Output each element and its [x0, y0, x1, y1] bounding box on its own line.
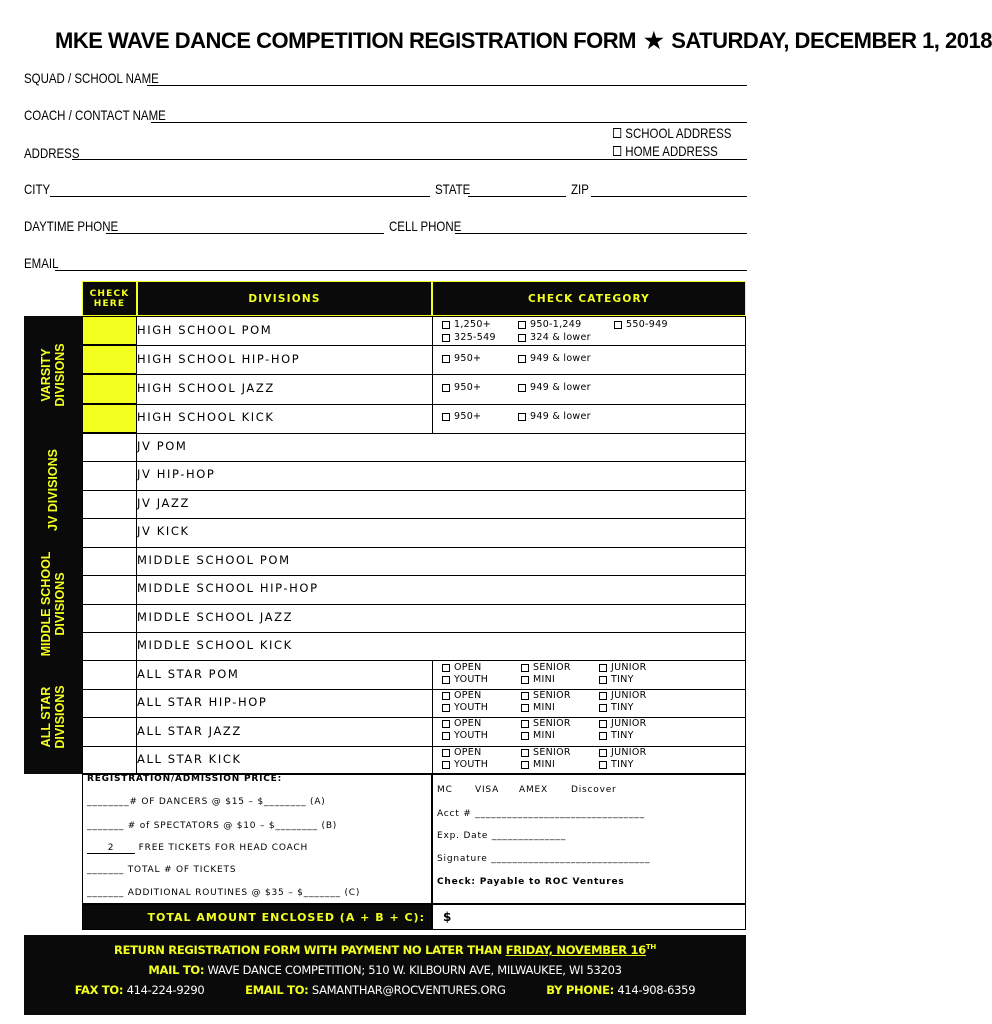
division-as-kick: ALL STAR KICK [137, 752, 242, 766]
free-tickets-label: FREE TICKETS FOR HEAD COACH [138, 843, 309, 853]
exp-date-line[interactable]: Exp. Date ______________ [437, 831, 567, 841]
mail-to-line [24, 963, 746, 977]
division-as-hiphop: ALL STAR HIP-HOP [137, 695, 268, 709]
cat-as-hiphop-mini[interactable]: MINI [521, 702, 555, 713]
division-jv-jazz: JV JAZZ [137, 496, 190, 510]
cat-pom-1250[interactable]: 1,250+ [442, 319, 491, 330]
varsity-group-label [24, 316, 82, 433]
coach-label: COACH / CONTACT NAME [24, 107, 166, 123]
division-hs-jazz: HIGH SCHOOL JAZZ [137, 381, 275, 395]
email-address[interactable]: SAMANTHAR@ROCVENTURES.ORG [311, 983, 506, 997]
cat-as-jazz-junior[interactable]: JUNIOR [599, 718, 647, 729]
card-discover[interactable]: Discover [571, 785, 617, 795]
fax-number: 414-224-9290 [126, 983, 205, 997]
squad-label: SQUAD / SCHOOL NAME [24, 70, 159, 86]
check-here-line1: CHECK [89, 288, 130, 299]
acct-line[interactable]: Acct # ________________________________ [437, 809, 645, 819]
cat-as-kick-junior[interactable]: JUNIOR [599, 747, 647, 758]
cell-phone-field[interactable] [455, 233, 747, 234]
cat-as-pom-youth[interactable]: YOUTH [442, 674, 488, 685]
mail-label: MAIL TO: [148, 963, 205, 977]
cat-pom-324-lower[interactable]: 324 & lower [518, 332, 591, 343]
division-ms-hiphop: MIDDLE SCHOOL HIP-HOP [137, 581, 319, 595]
deadline-text: RETURN REGISTRATION FORM WITH PAYMENT NO LATER THAN [114, 943, 506, 957]
jv-line1: JV DIVISIONS [46, 449, 60, 531]
cat-jazz-950plus[interactable]: 950+ [442, 382, 481, 393]
free-tickets-line [87, 843, 308, 854]
city-label: CITY [24, 181, 51, 197]
school-address-checkbox[interactable] [613, 128, 621, 138]
division-ms-jazz: MIDDLE SCHOOL JAZZ [137, 610, 294, 624]
phone-label: BY PHONE: [546, 983, 614, 997]
check-cell-hs-kick[interactable] [82, 404, 137, 433]
category-header-label: CHECK CATEGORY [528, 292, 650, 305]
additional-routines-line[interactable]: _______ ADDITIONAL ROUTINES @ $35 – $_______ (C) [87, 888, 361, 898]
cat-as-pom-mini[interactable]: MINI [521, 674, 555, 685]
title-date: SATURDAY, DECEMBER 1, 2018 [671, 28, 992, 53]
allstar-group-label [24, 660, 82, 774]
address-label: ADDRESS [24, 145, 80, 161]
check-payable: Check: Payable to ROC Ventures [437, 877, 625, 887]
free-tickets-count: 2 [87, 843, 135, 854]
division-ms-pom: MIDDLE SCHOOL POM [137, 553, 291, 567]
cat-as-pom-senior[interactable]: SENIOR [521, 662, 571, 673]
cat-as-hiphop-youth[interactable]: YOUTH [442, 702, 488, 713]
check-cell-hs-hiphop[interactable] [82, 345, 137, 374]
signature-line[interactable]: Signature ______________________________ [437, 854, 651, 864]
squad-field[interactable] [147, 85, 747, 86]
cat-as-jazz-senior[interactable]: SENIOR [521, 718, 571, 729]
middle-line1: MIDDLE SCHOOL [39, 551, 53, 656]
cat-hiphop-949-lower[interactable]: 949 & lower [518, 353, 591, 364]
check-cell-hs-jazz[interactable] [82, 374, 137, 404]
cat-jazz-949-lower[interactable]: 949 & lower [518, 382, 591, 393]
total-tickets-line[interactable]: _______ TOTAL # OF TICKETS [87, 865, 237, 875]
check-here-header [82, 281, 137, 316]
address-field[interactable] [72, 159, 747, 160]
card-visa[interactable]: VISA [475, 785, 500, 795]
cat-as-kick-youth[interactable]: YOUTH [442, 759, 488, 770]
cat-as-pom-junior[interactable]: JUNIOR [599, 662, 647, 673]
check-here-line2: HERE [93, 298, 126, 309]
division-as-pom: ALL STAR POM [137, 667, 240, 681]
cat-pom-325-549[interactable]: 325-549 [442, 332, 496, 343]
division-hs-hiphop: HIGH SCHOOL HIP-HOP [137, 352, 301, 366]
return-deadline [24, 943, 746, 957]
jv-group-label [24, 433, 82, 547]
cat-as-jazz-youth[interactable]: YOUTH [442, 730, 488, 741]
middle-line2: DIVISIONS [53, 571, 67, 636]
card-mc[interactable]: MC [437, 785, 453, 795]
phone-number: 414-908-6359 [617, 983, 696, 997]
cat-kick-950plus[interactable]: 950+ [442, 411, 481, 422]
email-label: EMAIL [24, 255, 59, 271]
total-value-cell[interactable] [432, 904, 746, 930]
email-field[interactable] [55, 270, 747, 271]
registration-box [82, 774, 432, 904]
cat-as-pom-open[interactable]: OPEN [442, 662, 482, 673]
deadline-suffix: TH [645, 943, 656, 952]
division-hs-pom: HIGH SCHOOL POM [137, 323, 273, 337]
school-address-option[interactable] [613, 124, 731, 142]
daytime-phone-field[interactable] [106, 233, 384, 234]
home-address-checkbox[interactable] [613, 146, 621, 156]
cat-as-kick-tiny[interactable]: TINY [599, 759, 634, 770]
state-field[interactable] [468, 196, 566, 197]
division-ms-kick: MIDDLE SCHOOL KICK [137, 638, 293, 652]
division-hs-kick: HIGH SCHOOL KICK [137, 410, 275, 424]
cat-as-pom-tiny[interactable]: TINY [599, 674, 634, 685]
divisions-header [137, 281, 432, 316]
cat-as-hiphop-tiny[interactable]: TINY [599, 702, 634, 713]
zip-field[interactable] [591, 196, 747, 197]
zip-label: ZIP [571, 181, 589, 197]
cat-as-jazz-open[interactable]: OPEN [442, 718, 482, 729]
spectators-line[interactable]: _______ # of SPECTATORS @ $10 – $________ (B) [87, 821, 338, 831]
footer-banner [24, 935, 746, 1015]
allstar-line1: ALL STAR [39, 686, 53, 748]
division-jv-hiphop: JV HIP-HOP [137, 467, 216, 481]
daytime-phone-label: DAYTIME PHONE [24, 218, 119, 234]
cat-as-hiphop-senior[interactable]: SENIOR [521, 690, 571, 701]
total-value: $ [443, 910, 452, 924]
email-to-label: EMAIL TO: [245, 983, 309, 997]
contact-line [24, 983, 746, 997]
allstar-line2: DIVISIONS [53, 685, 67, 749]
form-title [55, 26, 992, 56]
address-type-options [613, 124, 757, 160]
mail-address: WAVE DANCE COMPETITION; 510 W. KILBOURN AVE, MILWAUKEE, WI 53203 [207, 963, 622, 977]
middle-group-label [24, 547, 82, 660]
cat-pom-950-1249[interactable]: 950-1,249 [518, 319, 581, 330]
division-jv-kick: JV KICK [137, 524, 190, 538]
cell-phone-label: CELL PHONE [389, 218, 462, 234]
cat-as-kick-senior[interactable]: SENIOR [521, 747, 571, 758]
state-label: STATE [435, 181, 471, 197]
cat-as-kick-mini[interactable]: MINI [521, 759, 555, 770]
cat-as-hiphop-junior[interactable]: JUNIOR [599, 690, 647, 701]
division-as-jazz: ALL STAR JAZZ [137, 724, 242, 738]
total-label: TOTAL AMOUNT ENCLOSED (A + B + C): [147, 910, 425, 924]
divisions-table [24, 281, 746, 930]
cat-as-kick-open[interactable]: OPEN [442, 747, 482, 758]
deadline-date: FRIDAY, NOVEMBER 16 [505, 943, 646, 957]
home-address-option[interactable] [613, 142, 731, 160]
category-header [432, 281, 746, 316]
cat-kick-949-lower[interactable]: 949 & lower [518, 411, 591, 422]
cat-pom-550-949[interactable]: 550-949 [614, 319, 668, 330]
home-address-label: HOME ADDRESS [625, 143, 718, 159]
cat-hiphop-950plus[interactable]: 950+ [442, 353, 481, 364]
check-cell-hs-pom[interactable] [82, 316, 137, 345]
varsity-line1: VARSITY [39, 347, 53, 402]
divisions-header-label: DIVISIONS [248, 292, 321, 305]
coach-field[interactable] [151, 122, 747, 123]
city-field[interactable] [50, 196, 430, 197]
cat-as-hiphop-open[interactable]: OPEN [442, 690, 482, 701]
school-address-label: SCHOOL ADDRESS [625, 125, 732, 141]
card-amex[interactable]: AMEX [519, 785, 548, 795]
total-label-cell [82, 904, 432, 930]
fax-label: FAX TO: [74, 983, 124, 997]
title-text: MKE WAVE DANCE COMPETITION REGISTRATION FORM [55, 28, 636, 53]
registration-header: REGISTRATION/ADMISSION PRICE: [87, 774, 282, 784]
dancers-line[interactable]: ________# OF DANCERS @ $15 – $________ (A) [87, 797, 326, 807]
division-jv-pom: JV POM [137, 439, 188, 453]
cat-as-jazz-tiny[interactable]: TINY [599, 730, 634, 741]
cat-as-jazz-mini[interactable]: MINI [521, 730, 555, 741]
varsity-line2: DIVISIONS [53, 342, 67, 407]
card-types [437, 785, 617, 795]
star-icon: ★ [643, 28, 664, 53]
